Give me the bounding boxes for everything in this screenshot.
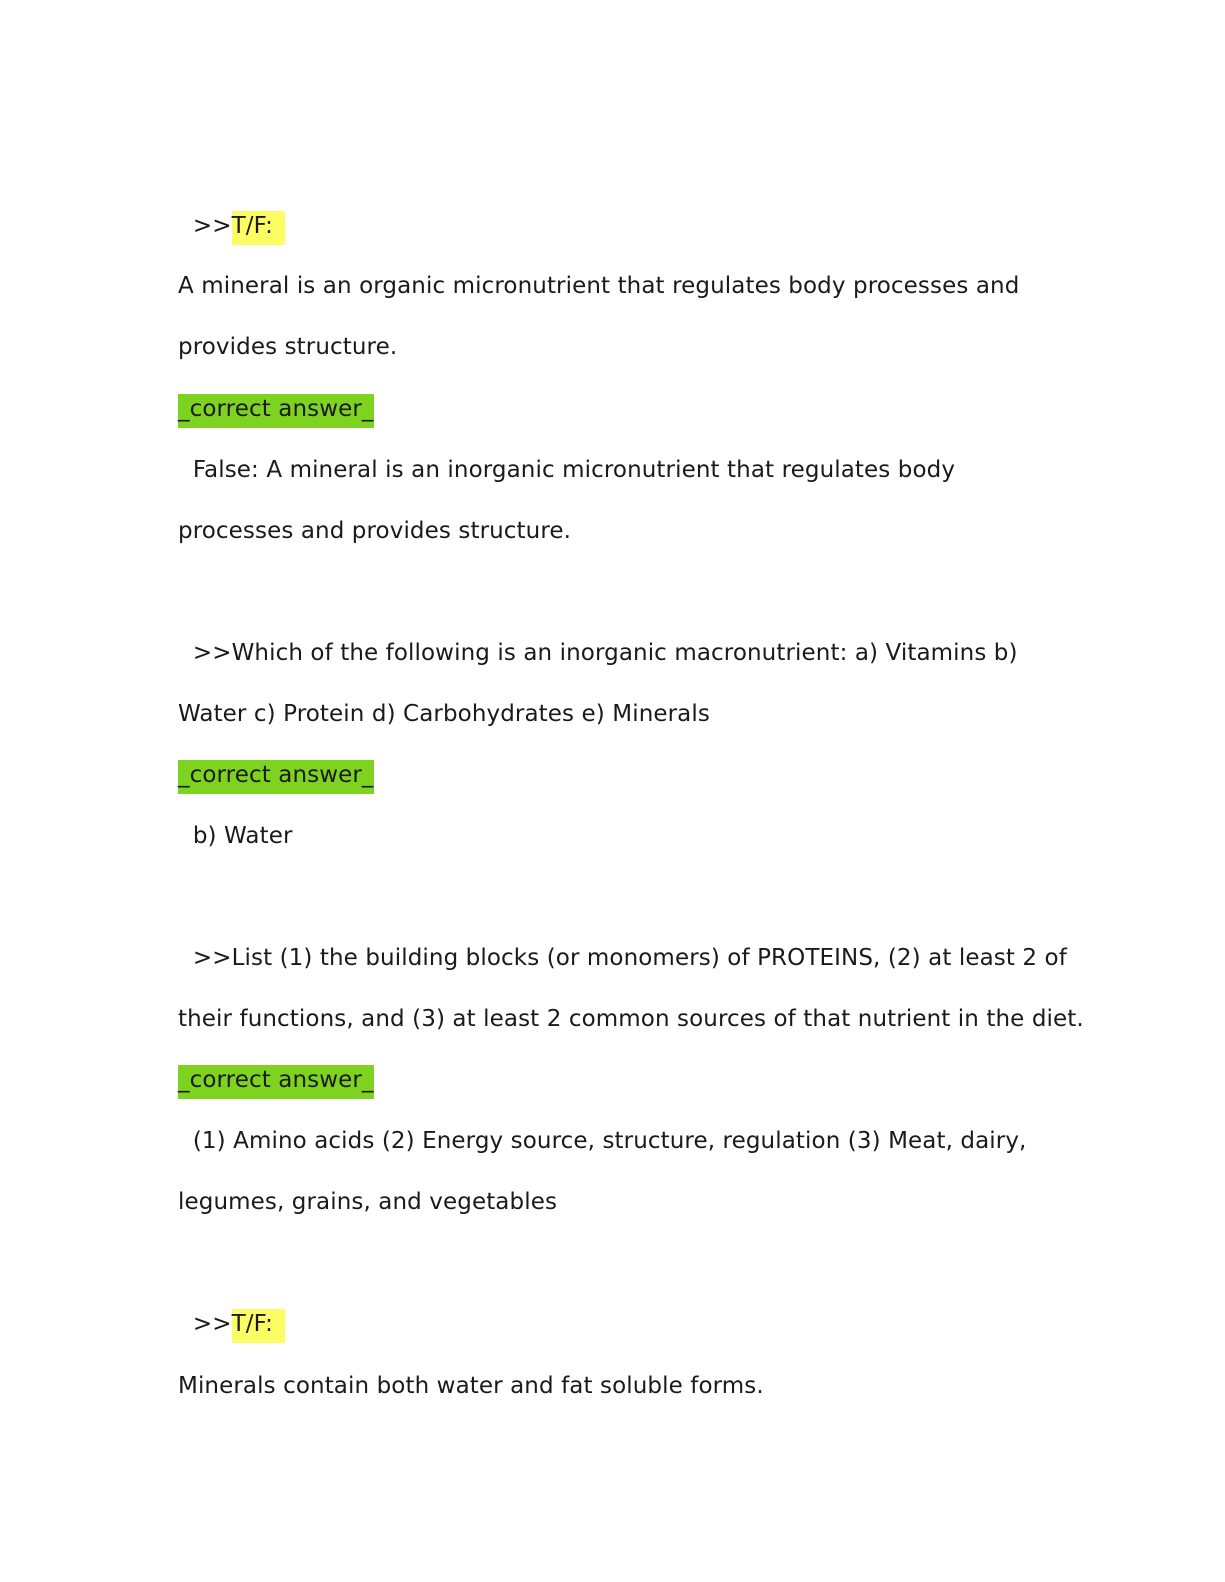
correct-answer-label: _correct answer_ [178,1065,374,1099]
answer-3-line-1: (1) Amino acids (2) Energy source, structure, regulation (3) Meat, dairy, [178,1128,1027,1154]
answer-3-label [178,1060,374,1100]
answer-3-line-2: legumes, grains, and vegetables [178,1189,558,1215]
question-1-line-1: A mineral is an organic micronutrient that regulates body processes and [178,273,1020,299]
question-2-text: Which of the following is an inorganic macronutrient: a) Vitamins b) [231,640,1018,666]
question-4-line-1: Minerals contain both water and fat soluble forms. [178,1373,764,1399]
question-1-line-2: provides structure. [178,334,398,360]
answer-2-line-1: b) Water [178,823,293,849]
answer-1-line-2: processes and provides structure. [178,518,572,544]
question-1-marker [178,206,285,246]
tf-tag: T/F: [232,211,285,245]
question-prefix: >> [178,1311,232,1337]
question-4-marker [178,1304,285,1344]
question-2-line-1 [178,633,1018,673]
question-3-line-1 [178,938,1067,978]
correct-answer-label: _correct answer_ [178,394,374,428]
correct-answer-label: _correct answer_ [178,760,374,794]
answer-1-label [178,389,374,429]
answer-1-line-1: False: A mineral is an inorganic micronutrient that regulates body [178,457,956,483]
question-prefix: >> [178,640,232,666]
tf-tag: T/F: [232,1309,285,1343]
question-prefix: >> [178,213,232,239]
question-3-line-2: their functions, and (3) at least 2 common sources of that nutrient in the diet. [178,1006,1084,1032]
question-3-text: List (1) the building blocks (or monomers) of PROTEINS, (2) at least 2 of [231,945,1067,971]
answer-2-label [178,755,374,795]
question-prefix: >> [178,945,232,971]
question-2-line-2: Water c) Protein d) Carbohydrates e) Minerals [178,701,710,727]
